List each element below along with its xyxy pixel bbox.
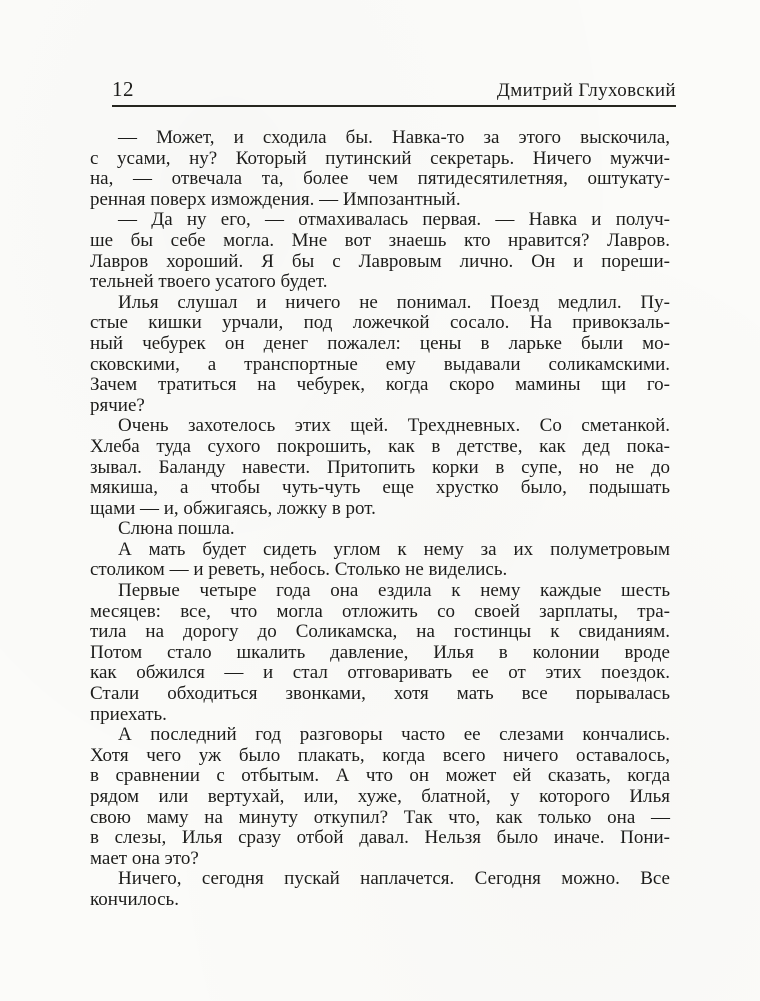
paragraph (90, 725, 670, 869)
text-line: ше бы себе могла. Мне вот знаешь кто нравится? Лавров. (90, 229, 670, 251)
paragraph (90, 869, 670, 910)
text-line: Илья слушал и ничего не понимал. Поезд медлил. Пу- (118, 291, 670, 313)
text-line: ренная поверх измождения. — Импозантный. (90, 188, 461, 210)
paragraph (90, 128, 670, 210)
text-line: щами — и, обжигаясь, ложку в рот. (90, 497, 376, 519)
text-line: стые кишки урчали, под ложечкой сосало. На привокзаль- (90, 312, 670, 334)
text-line: в слезы, Илья сразу отбой давал. Нельзя было иначе. Пони- (90, 827, 670, 849)
text-line: мякиша, а чтобы чуть-чуть еще хрустко было, подышать (90, 477, 670, 499)
text-line: Лавров хороший. Я бы с Лавровым лично. Он и пореши- (90, 250, 670, 272)
text-line: тила на дорогу до Соликамска, на гостинцы к свиданиям. (90, 621, 670, 643)
text-line: кончилось. (90, 888, 179, 910)
text-line: А мать будет сидеть углом к нему за их полуметровым (118, 538, 670, 560)
paragraph (90, 293, 670, 417)
text-line: Хотя чего уж было плакать, когда всего ничего оставалось, (90, 744, 670, 766)
text-line: рячие? (90, 394, 145, 416)
text-line: Слюна пошла. (118, 518, 235, 540)
paragraph (90, 581, 670, 725)
header-rule (112, 105, 676, 107)
text-line: — Может, и сходила бы. Навка-то за этого выскочила, (118, 127, 670, 148)
text-line: приехать. (90, 703, 167, 725)
text-line: месяцев: все, что могла отложить со своей зарплаты, тра- (90, 600, 670, 622)
text-line: рядом или вертухай, или, хуже, блатной, у которого Илья (90, 786, 670, 807)
paragraph (90, 416, 670, 519)
paragraph (90, 540, 670, 581)
text-line: столиком — и реветь, небось. Столько не виделись. (90, 559, 508, 581)
paragraph (90, 519, 670, 540)
text-line: Ничего, сегодня пускай наплачется. Сегодня можно. Все (118, 868, 670, 890)
page-number: 12 (112, 77, 134, 101)
text-line: Зачем тратиться на чебурек, когда скоро мамины щи го- (90, 374, 670, 396)
text-line: как обжился — и стал отговаривать ее от этих поездок. (90, 662, 670, 684)
text-line: в сравнении с отбытым. А что он может ей сказать, когда (90, 765, 670, 787)
text-line: Стали обходиться звонками, хотя мать все порывалась (90, 683, 670, 705)
text-line: свою маму на минуту откупил? Так что, как только она — (90, 806, 670, 828)
text-line: на, — отвечала та, более чем пятидесятилетняя, оштукату- (90, 168, 670, 190)
body-text (90, 128, 670, 911)
text-line: — Да ну его, — отмахивалась первая. — Навка и получ- (118, 209, 670, 231)
text-line: тельней твоего усатого будет. (90, 271, 328, 293)
text-line: сковскими, а транспортные ему выдавали соликамскими. (90, 353, 670, 375)
text-line: А последний год разговоры часто ее слезами кончались. (118, 724, 670, 746)
text-line: мает она это? (90, 847, 199, 869)
text-line: ный чебурек он денег пожалел: цены в ларьке были мо- (90, 332, 670, 354)
text-line: Очень захотелось этих щей. Трехдневных. Со сметанкой. (118, 415, 670, 437)
paragraph (90, 210, 670, 292)
text-line: Первые четыре года она ездила к нему каждые шесть (118, 580, 670, 602)
text-line: Хлеба туда сухого покрошить, как в детстве, как дед пока- (90, 435, 670, 457)
text-line: зывал. Баланду навести. Притопить корки в супе, но не до (90, 456, 670, 478)
text-line: с усами, ну? Который путинский секретарь. Ничего мужчи- (90, 147, 670, 169)
running-title: Дмитрий Глуховский (496, 80, 676, 101)
page-header (112, 78, 676, 102)
text-line: Потом стало шкалить давление, Илья в колонии вроде (90, 641, 670, 663)
